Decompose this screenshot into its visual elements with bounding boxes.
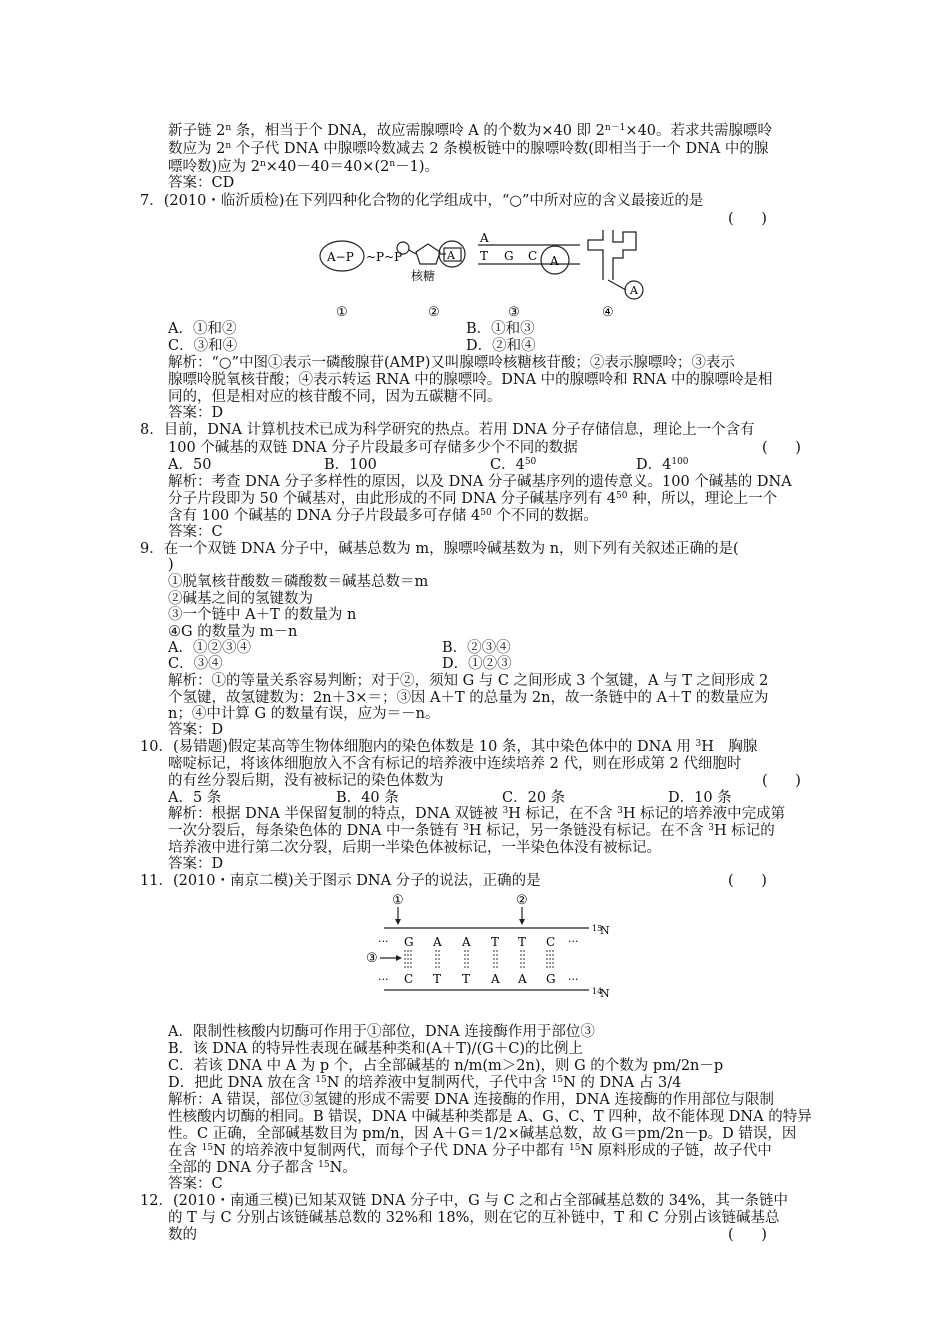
fig11-n15-sup: 15 bbox=[592, 924, 603, 933]
q10-explanation-2: 一次分裂后，每条染色体的 DNA 中一条链有 $^3$H 标记，另一条链没有标记。在不含 $^3$H 标记的 bbox=[168, 823, 775, 839]
fig11-mark-2: ② bbox=[516, 893, 528, 908]
q9-answer: 答案：D bbox=[168, 722, 224, 738]
q8-option-c: C．$4^{50}$ bbox=[490, 457, 537, 473]
q7-figure bbox=[318, 228, 668, 320]
fig-label-3: ③ bbox=[508, 305, 520, 320]
q7-option-b: B．①和③ bbox=[466, 321, 535, 337]
q11-explanation-1: 解析：A 错误，部位③氢键的形成不需要 DNA 连接酶的作用，DNA 连接酶的作用部位与限制 bbox=[168, 1092, 774, 1108]
q9-statement-4: ④G 的数量为 m－n bbox=[168, 624, 298, 640]
fig1-phosphate-chain: ~P~P bbox=[366, 250, 403, 264]
q11-stem: 11．(2010・南京二模)关于图示 DNA 分子的说法，正确的是 bbox=[140, 873, 541, 889]
q11-explanation-4: 在含 $^{15}$N 的培养液中复制两代，而每个子代 DNA 分子中都有 $^{15}$N 原料形成的子链，故子代中 bbox=[168, 1143, 772, 1159]
fig3-top-a: A bbox=[480, 231, 489, 245]
fig11-bot-c: C bbox=[404, 972, 414, 986]
q11-option-d: D．把此 DNA 放在含 $^{15}$N 的培养液中复制两代，子代中含 $^{15}$N 的 DNA 占 3/4 bbox=[168, 1075, 682, 1091]
q12-answer-paren: ( ) bbox=[728, 1227, 767, 1243]
q10-explanation-1: 解析：根据 DNA 半保留复制的特点，DNA 双链被 $^3$H 标记，在不含 $^3$H 标记的培养液中完成第 bbox=[168, 806, 786, 822]
fig11-top-c: C bbox=[546, 935, 556, 949]
q7-explanation-1: 解析：“○”中图①表示一磷酸腺苷(AMP)又叫腺嘌呤核糖核苷酸；②表示腺嘌呤；③表示 bbox=[168, 355, 735, 371]
q10-option-d: D．10 条 bbox=[668, 790, 732, 806]
fig11-bot-a2: A bbox=[518, 972, 527, 986]
q9-stem-2: ) bbox=[168, 557, 174, 573]
q7-option-a: A．①和② bbox=[168, 321, 237, 337]
q8-option-b: B．100 bbox=[324, 457, 377, 473]
q9-option-c: C．③④ bbox=[168, 656, 223, 672]
fig-label-2: ② bbox=[428, 305, 440, 320]
q7-stem: 7．(2010・临沂质检)在下列四种化合物的化学组成中，“○”中所对应的含义最接近的是 bbox=[140, 193, 704, 209]
q10-answer: 答案：D bbox=[168, 856, 224, 872]
q11-option-b: B．该 DNA 的特异性表现在碱基种类和(A＋T)/(G＋C)的比例上 bbox=[168, 1041, 583, 1057]
q9-explanation-3: n；④中计算 G 的数量有误，应为＝－n。 bbox=[168, 706, 440, 722]
q7-answer: 答案：D bbox=[168, 405, 224, 421]
q10-option-b: B．40 条 bbox=[336, 790, 399, 806]
fig11-bot-t2: T bbox=[462, 972, 471, 986]
q9-explanation-1: 解析：①的等量关系容易判断；对于②，须知 G 与 C 之间形成 3 个氢键，A 与 T 之间形成 2 bbox=[168, 673, 769, 689]
q9-explanation-2: 个氢键，故氢键数为：2n＋3×＝；③因 A＋T 的总量为 2n，故一条链中的 A＋T 的数量应为 bbox=[168, 690, 769, 706]
q9-stem-1: 9．在一个双链 DNA 分子中，碱基总数为 m，腺嘌呤碱基数为 n，则下列有关叙述正确的是( bbox=[140, 541, 739, 557]
q8-explanation-2: 分子片段即为 50 个碱基对，由此形成的不同 DNA 分子碱基序列有 $4^{50}$ 种，所以，理论上一个 bbox=[168, 491, 778, 507]
fig11-bot-a1: A bbox=[491, 972, 500, 986]
fig2-phosphate bbox=[397, 242, 409, 254]
fig11-top-a2: A bbox=[462, 935, 471, 949]
fig2-ribose bbox=[416, 244, 440, 264]
q11-explanation-2: 性核酸内切酶的相同。B 错误，DNA 中碱基种类都是 A、G、C、T 四种，故不能体现 DNA 的特异 bbox=[168, 1109, 812, 1125]
q8-answer-paren: ( ) bbox=[762, 440, 801, 456]
q10-stem-2: 嘧啶标记，将该体细胞放入不含有标记的培养液中连续培养 2 代，则在形成第 2 代细胞时 bbox=[168, 756, 742, 772]
q7-answer-paren: ( ) bbox=[728, 211, 767, 227]
fig11-mark-1: ① bbox=[392, 893, 404, 908]
fig3-g: G bbox=[504, 249, 514, 263]
fig3-base-a: A bbox=[550, 254, 559, 268]
q9-statement-1: ①脱氧核苷酸数＝磷酸数＝碱基总数＝m bbox=[168, 574, 429, 590]
fig11-bot-t1: T bbox=[433, 972, 442, 986]
q11-explanation-5: 全部的 DNA 分子都含 $^{15}$N。 bbox=[168, 1160, 357, 1176]
q11-answer-paren: ( ) bbox=[728, 873, 767, 889]
q9-option-d: D．①②③ bbox=[442, 656, 512, 672]
q6-line-2: 数应为 2$^n$ 个子代 DNA 中腺嘌呤数减去 2 条模板链中的腺嘌呤数(即相当于一个 DNA 中的腺 bbox=[168, 141, 769, 157]
fig1-label: A−P bbox=[327, 250, 354, 264]
fig11-top-t2: T bbox=[518, 935, 527, 949]
fig-label-1: ① bbox=[336, 305, 348, 320]
fig11-dots-tl: ··· bbox=[378, 935, 389, 948]
fig11-n15: N bbox=[600, 924, 610, 937]
q11-option-c: C．若该 DNA 中 A 为 p 个，占全部碱基的 n/m(m＞2n)，则 G 的个数为 pm/2n－p bbox=[168, 1058, 724, 1074]
fig3-t: T bbox=[480, 249, 489, 263]
fig2-sugar-label: 核糖 bbox=[411, 269, 436, 283]
q8-stem-1: 8．目前，DNA 计算机技术已成为科学研究的热点。若用 DNA 分子存储信息，理论上一个含有 bbox=[140, 422, 755, 438]
q9-statement-2: ②碱基之间的氢键数为 bbox=[168, 591, 313, 607]
q10-stem-3: 的有丝分裂后期，没有被标记的染色体数为 bbox=[168, 773, 444, 789]
q10-explanation-3: 培养液中进行第二次分裂，后期一半染色体被标记，一半染色体没有被标记。 bbox=[168, 840, 661, 856]
fig11-dots-bl: ··· bbox=[378, 973, 389, 986]
q12-stem-2: 的 T 与 C 分别占该链碱基总数的 32%和 18%，则在它的互补链中，T 和 C 分别占该链碱基总 bbox=[168, 1210, 780, 1226]
q8-option-d: D．$4^{100}$ bbox=[636, 457, 689, 473]
q12-stem-3: 数的 bbox=[168, 1227, 197, 1243]
q6-line-3: 嘌呤数)应为 $2^n\times 40-40=40\times(2^n-1)$。 bbox=[168, 159, 440, 175]
fig11-top-g: G bbox=[404, 935, 414, 949]
q8-stem-2: 100 个碱基的双链 DNA 分子片段最多可存储多少个不同的数据 bbox=[168, 440, 578, 456]
q8-explanation-3: 含有 100 个碱基的 DNA 分子片段最多可存储 $4^{50}$ 个不同的数据。 bbox=[168, 508, 598, 524]
q10-option-a: A．5 条 bbox=[168, 790, 222, 806]
q6-line-1: 新子链 2$^n$ 条，相当于个 DNA，故应需腺嘌呤 A 的个数为×40 即 $2^{n-1}\times 40$。若求共需腺嘌呤 bbox=[168, 123, 773, 139]
q9-option-a: A．①②③④ bbox=[168, 640, 251, 656]
q7-explanation-2: 腺嘌呤脱氧核苷酸；④表示转运 RNA 中的腺嘌呤。DNA 中的腺嘌呤和 RNA 中的腺嘌呤是相 bbox=[168, 372, 773, 388]
fig3-c: C bbox=[528, 249, 538, 263]
q9-statement-3: ③一个链中 A＋T 的数量为 n bbox=[168, 607, 357, 623]
q11-option-a: A．限制性核酸内切酶可作用于①部位，DNA 连接酶作用于部位③ bbox=[168, 1024, 595, 1040]
fig11-top-a1: A bbox=[433, 935, 442, 949]
fig11-dots-tr: ··· bbox=[568, 935, 579, 948]
fig11-n14: N bbox=[600, 987, 610, 1000]
q11-dna-figure bbox=[364, 890, 614, 1010]
fig-label-4: ④ bbox=[602, 305, 614, 320]
fig4-base-a: A bbox=[630, 284, 638, 297]
q11-answer: 答案：C bbox=[168, 1176, 223, 1192]
q12-stem-1: 12．(2010・南通三模)已知某双链 DNA 分子中，G 与 C 之和占全部碱基总数的 34%，其一条链中 bbox=[140, 1193, 789, 1209]
q8-explanation-1: 解析：考查 DNA 分子多样性的原因，以及 DNA 分子碱基序列的遗传意义。100 个碱基的 DNA bbox=[168, 474, 792, 490]
q7-option-c: C．③和④ bbox=[168, 338, 238, 354]
q10-answer-paren: ( ) bbox=[762, 773, 801, 789]
q7-explanation-3: 同的，但是相对应的核苷酸不同，因为五碳糖不同。 bbox=[168, 389, 502, 405]
q10-option-c: C．20 条 bbox=[502, 790, 566, 806]
q11-explanation-3: 性。C 正确，全部碱基数目为 pm/n，因 A＋G＝1/2×碱基总数，故 G＝pm/2n－p。D 错误，因 bbox=[168, 1126, 797, 1142]
q7-option-d: D．②和④ bbox=[466, 338, 536, 354]
q10-stem-1: 10．(易错题)假定某高等生物体细胞内的染色体数是 10 条，其中染色体中的 DNA 用 $^3$H 胸腺 bbox=[140, 739, 758, 755]
fig11-n14-sup: 14 bbox=[592, 987, 603, 996]
q9-option-b: B．②③④ bbox=[442, 640, 511, 656]
q8-option-a: A．50 bbox=[168, 457, 212, 473]
fig11-mark-3: ③ bbox=[366, 951, 378, 966]
fig11-bot-g: G bbox=[546, 972, 556, 986]
fig11-dots-br: ··· bbox=[568, 973, 579, 986]
q8-answer: 答案：C bbox=[168, 524, 223, 540]
fig11-top-t1: T bbox=[491, 935, 500, 949]
fig2-base-a: A bbox=[447, 249, 455, 262]
q6-answer: 答案：CD bbox=[168, 175, 235, 191]
